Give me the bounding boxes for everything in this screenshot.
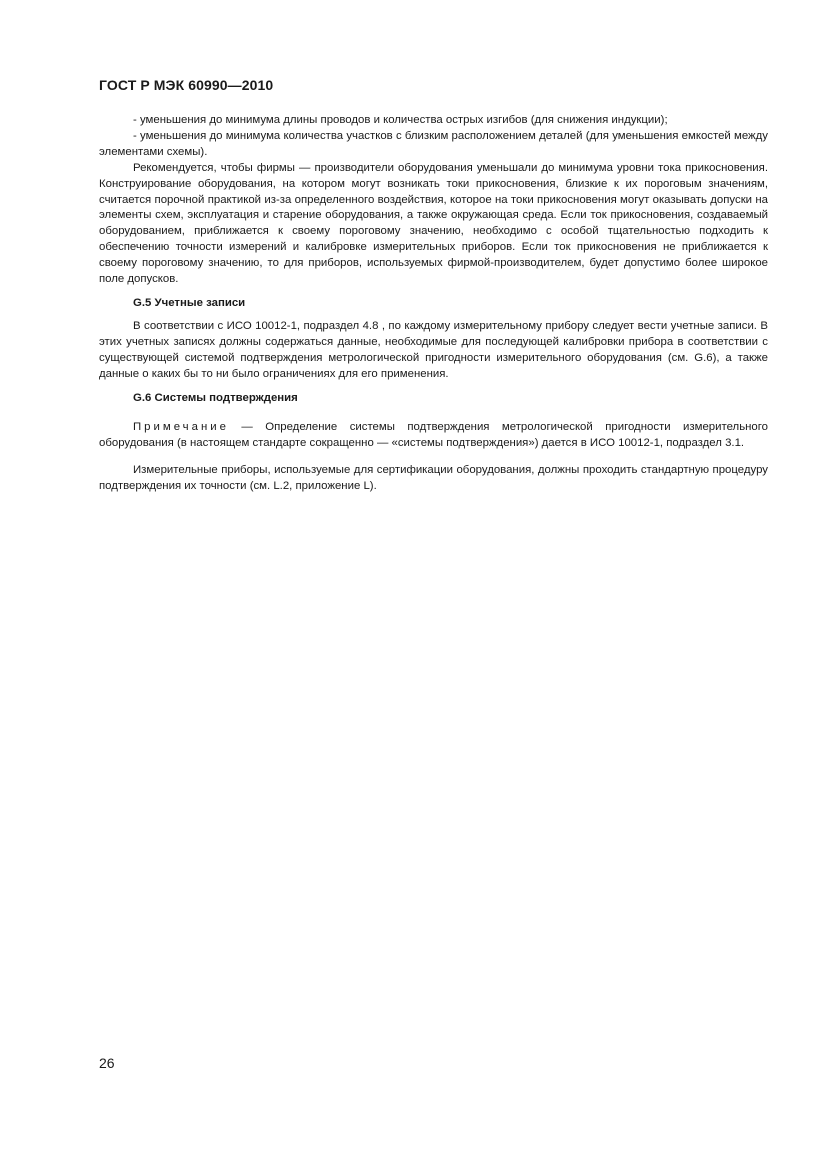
note-text: — Определение системы подтверждения метрологической пригодности измерительного оборудования (в настоящем стандарте сокращенно — «системы подтверждения») дается в ИСО 10012-1, подраздел 3.1. (99, 421, 768, 450)
paragraph-recommendation: Рекомендуется, чтобы фирмы — производители оборудования уменьшали до минимума уровни тока прикосновения. Конструирование оборудования, на котором могут возникать токи прикосновения, близкие к их пороговым значениям, считается порочной практикой из-за определенного воздействия, которое на токи прикосновения могут оказывать допуски на элементы схем, эксплуатация и старение оборудования, а также окружающая среда. Если ток прикосновения, создаваемый оборудованием, приближается к своему пороговому значению, необходимо с особой тщательностью подходить к обеспечению точности измерений и калибровке измерительных приборов. Если ток прикосновения не приближается к своему пороговому значению, то для приборов, используемых фирмой-производителем, будет допустимо более широкое поле допусков. (99, 161, 768, 286)
page-number: 26 (99, 1055, 115, 1071)
note-label: Примечание (133, 421, 229, 434)
note-paragraph (99, 420, 768, 452)
section-heading-g6: G.6 Системы подтверждения (133, 391, 298, 404)
section-g5-paragraph: В соответствии с ИСО 10012-1, подраздел 4.8 , по каждому измерительному прибору следует вести учетные записи. В этих учетных записях должны содержаться данные, необходимые для последующей калибровки прибора в соответствии с существующей системой подтверждения метрологической пригодности измерительного оборудования (см. G.6), а также данные о каких бы то ни было ограничениях для его применения. (99, 319, 768, 380)
section-heading-g5: G.5 Учетные записи (133, 296, 246, 309)
section-g6-paragraph: Измерительные приборы, используемые для сертификации оборудования, должны проходить стандартную процедуру подтверждения их точности (см. L.2, приложение L). (99, 464, 768, 493)
page-content (99, 113, 768, 495)
page-header-standard-title: ГОСТ Р МЭК 60990—2010 (99, 77, 274, 93)
bullet-item-2: - уменьшения до минимума количества участков с близким расположением деталей (для уменьшения емкостей между элементами схемы). (99, 129, 768, 158)
bullet-item-1: - уменьшения до минимума длины проводов и количества острых изгибов (для снижения индукции); (133, 114, 668, 126)
